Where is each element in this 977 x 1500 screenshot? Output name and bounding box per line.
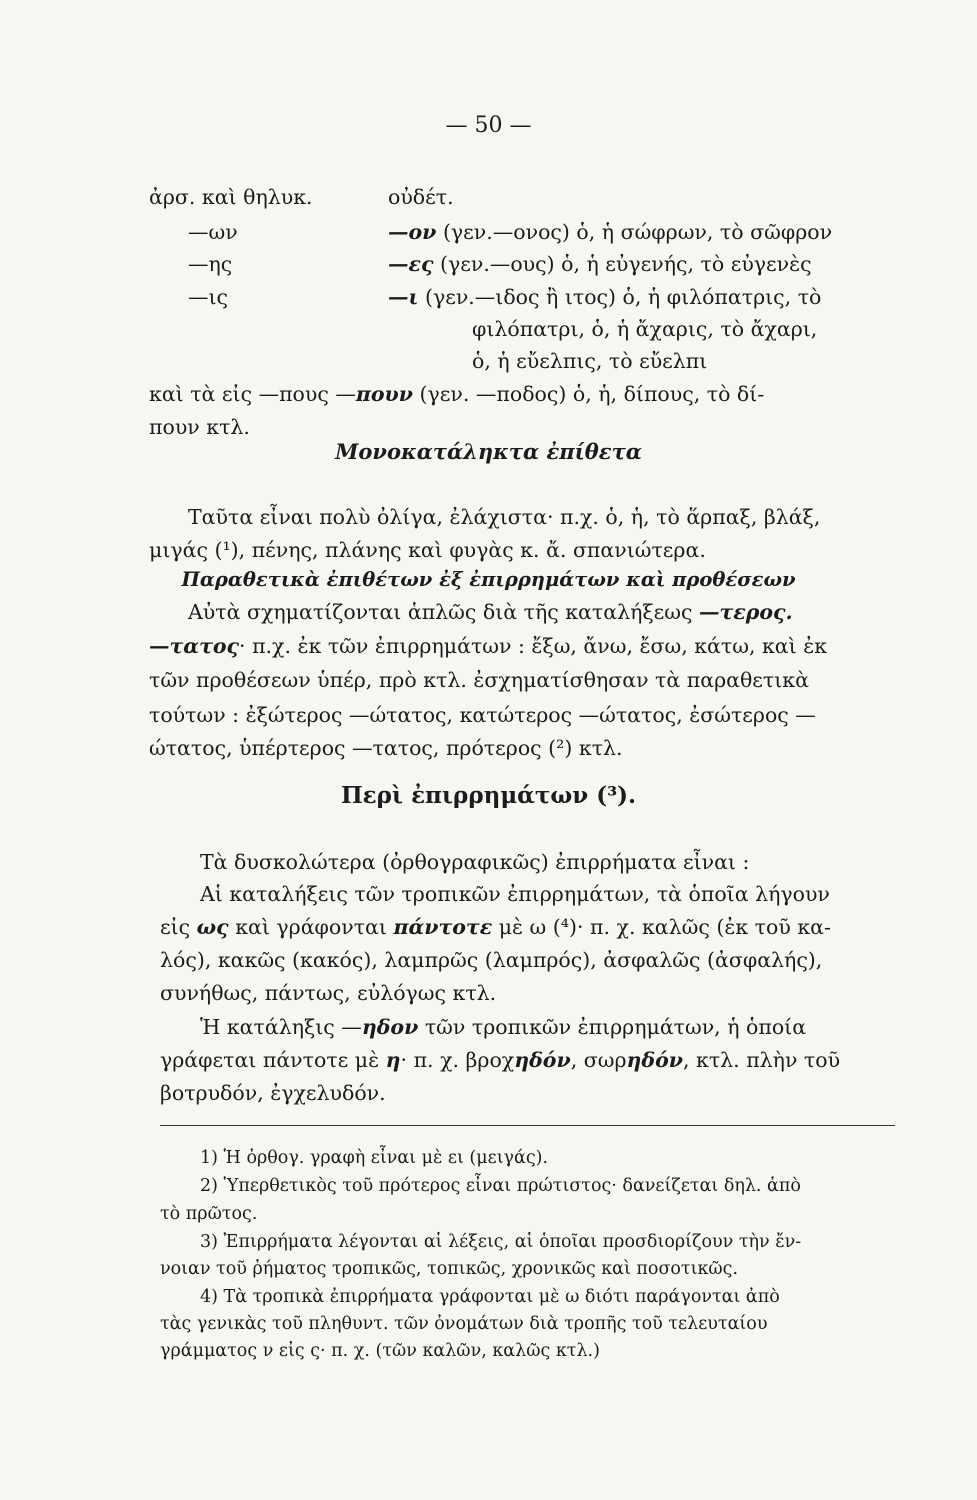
pous-line (149, 380, 764, 408)
text: , σωρ (570, 1048, 627, 1072)
pous-example: (γεν. —ποδος) ὁ, ἡ, δίπους, τὸ δί- (419, 382, 765, 406)
paragraph-line (200, 1013, 806, 1041)
neut-example: (γεν.—ους) ὁ, ἡ εὐγενής, τὸ εὐγενὲς (439, 252, 812, 276)
table-row-neut (388, 218, 832, 246)
text: Ἡ κατάληξις — (200, 1015, 362, 1039)
pous-ending: πουν (355, 382, 413, 406)
neut-ending: —ον (388, 220, 437, 244)
page-number: — 50 — (445, 113, 532, 138)
footnote-3-cont: νοιαν τοῦ ῥήματος τροπικῶς, τοπικῶς, χρονικῶς καὶ ποσοτικῶς. (160, 1259, 739, 1279)
ending-emph: ηδόν (626, 1048, 683, 1072)
text: γράφεται πάντοτε μὲ (160, 1048, 386, 1072)
footnote-3: 3) Ἐπιρρήματα λέγονται αἱ λέξεις, αἱ ὁποῖαι προσδιορίζουν τὴν ἔν- (200, 1232, 802, 1252)
paragraph-line: βοτρυδόν, ἐγχελυδόν. (160, 1081, 386, 1105)
table-continuation: φιλόπατρι, ὁ, ἡ ἄχαρις, τὸ ἄχαρι, (472, 317, 818, 341)
word-emph: πάντοτε (393, 915, 493, 939)
table-row-masc-ending: —ις (188, 285, 229, 309)
text: · π. χ. βροχ (400, 1048, 515, 1072)
paragraph-line: μιγάς (¹), πένης, πλάνης καὶ φυγὰς κ. ἄ. σπανιώτερα. (149, 538, 706, 562)
footnote-1: 1) Ἡ ὀρθογ. γραφὴ εἶναι μὲ ει (μειγάς). (200, 1148, 549, 1168)
neut-ending: —ες (388, 252, 434, 276)
paragraph-line: Ταῦτα εἶναι πολὺ ὀλίγα, ἐλάχιστα· π.χ. ὁ, ἡ, τὸ ἅρπαξ, βλάξ, (188, 505, 821, 529)
paragraph-line (160, 1046, 840, 1074)
pous-line-cont: πουν κτλ. (149, 415, 250, 439)
section-heading-epirrimata: Περὶ ἐπιρρημάτων (³). (340, 782, 637, 809)
neut-example: (γεν.—ιδος ἢ ιτος) ὁ, ἡ φιλόπατρις, τὸ (424, 285, 822, 309)
pous-prefix: καὶ τὰ εἰς —πους — (149, 382, 356, 406)
table-row-masc-ending: —ης (188, 252, 233, 276)
paragraph-line: συνήθως, πάντως, εὐλόγως κτλ. (160, 981, 497, 1005)
text: εἰς (160, 915, 197, 939)
text: τῶν τροπικῶν ἐπιρρημάτων, ἡ ὁποία (418, 1015, 807, 1039)
ending-emph: —τατος (149, 634, 240, 658)
table-header-left: ἀρσ. καὶ θηλυκ. (149, 185, 313, 209)
footnote-divider (160, 1125, 895, 1126)
ending-emph: ως (196, 915, 229, 939)
table-row-neut (388, 250, 812, 278)
table-row-neut (388, 283, 821, 311)
ending-emph: ηδον (361, 1015, 419, 1039)
footnote-4: 4) Τὰ τροπικὰ ἐπιρρήματα γράφονται μὲ ω διότι παράγονται ἀπὸ (200, 1287, 780, 1307)
ending-emph: η (385, 1048, 401, 1072)
paragraph-line: λός), κακῶς (κακός), λαμπρῶς (λαμπρός), ἀσφαλῶς (ἀσφαλής), (160, 948, 823, 972)
paragraph-line: τῶν προθέσεων ὑπέρ, πρὸ κτλ. ἐσχηματίσθησαν τὰ παραθετικὰ (149, 668, 809, 692)
neut-example: (γεν.—ονος) ὁ, ἡ σώφρων, τὸ σῶφρον (442, 220, 833, 244)
footnote-4-cont: τὰς γενικὰς τοῦ πληθυντ. τῶν ὀνομάτων διὰ τροπῆς τοῦ τελευταίου (160, 1314, 768, 1334)
footnote-4-cont: γράμματος ν εἰς ς· π. χ. (τῶν καλῶν, καλῶς κτλ.) (160, 1341, 600, 1361)
text: καὶ γράφονται (228, 915, 394, 939)
section-heading-monokatalikta: Μονοκατάληκτα ἐπίθετα (335, 439, 642, 464)
paragraph-line: Τὰ δυσκολώτερα (ὀρθογραφικῶς) ἐπιρρήματα εἶναι : (200, 850, 750, 874)
paragraph-line: τούτων : ἐξώτερος —ώτατος, κατώτερος —ώτατος, ἐσώτερος — (149, 703, 816, 727)
ending-emph: —τερος. (699, 600, 793, 624)
neut-ending: —ι (388, 285, 419, 309)
paragraph-line (188, 598, 793, 626)
table-continuation: ὁ, ἡ εὔελπις, τὸ εὔελπι (472, 349, 708, 373)
ending-emph: ηδόν (514, 1048, 571, 1072)
table-header-right: οὐδέτ. (388, 185, 454, 209)
paragraph-line (149, 632, 827, 660)
footnote-2: 2) Ὑπερθετικὸς τοῦ πρότερος εἶναι πρώτιστος· δανείζεται δηλ. ἀπὸ (200, 1176, 801, 1196)
section-heading-parathetika: Παραθετικὰ ἐπιθέτων ἐξ ἐπιρρημάτων καὶ προθέσεων (181, 568, 796, 591)
text: Αὐτὰ σχηματίζονται ἁπλῶς διὰ τῆς καταλήξεως (188, 600, 699, 624)
table-row-masc-ending: —ων (188, 220, 238, 244)
text: μὲ ω (⁴)· π. χ. καλῶς (ἐκ τοῦ κα- (492, 915, 831, 939)
paragraph-line: Αἱ καταλήξεις τῶν τροπικῶν ἐπιρρημάτων, τὰ ὁποῖα λήγουν (200, 882, 830, 906)
paragraph-line: ώτατος, ὑπέρτερος —τατος, πρότερος (²) κτλ. (149, 736, 623, 760)
paragraph-line (160, 913, 831, 941)
text: · π.χ. ἐκ τῶν ἐπιρρημάτων : ἔξω, ἄνω, ἔσω, κάτω, καὶ ἐκ (239, 634, 828, 658)
text: , κτλ. πλὴν τοῦ (682, 1048, 841, 1072)
footnote-2-cont: τὸ πρῶτος. (160, 1204, 258, 1224)
